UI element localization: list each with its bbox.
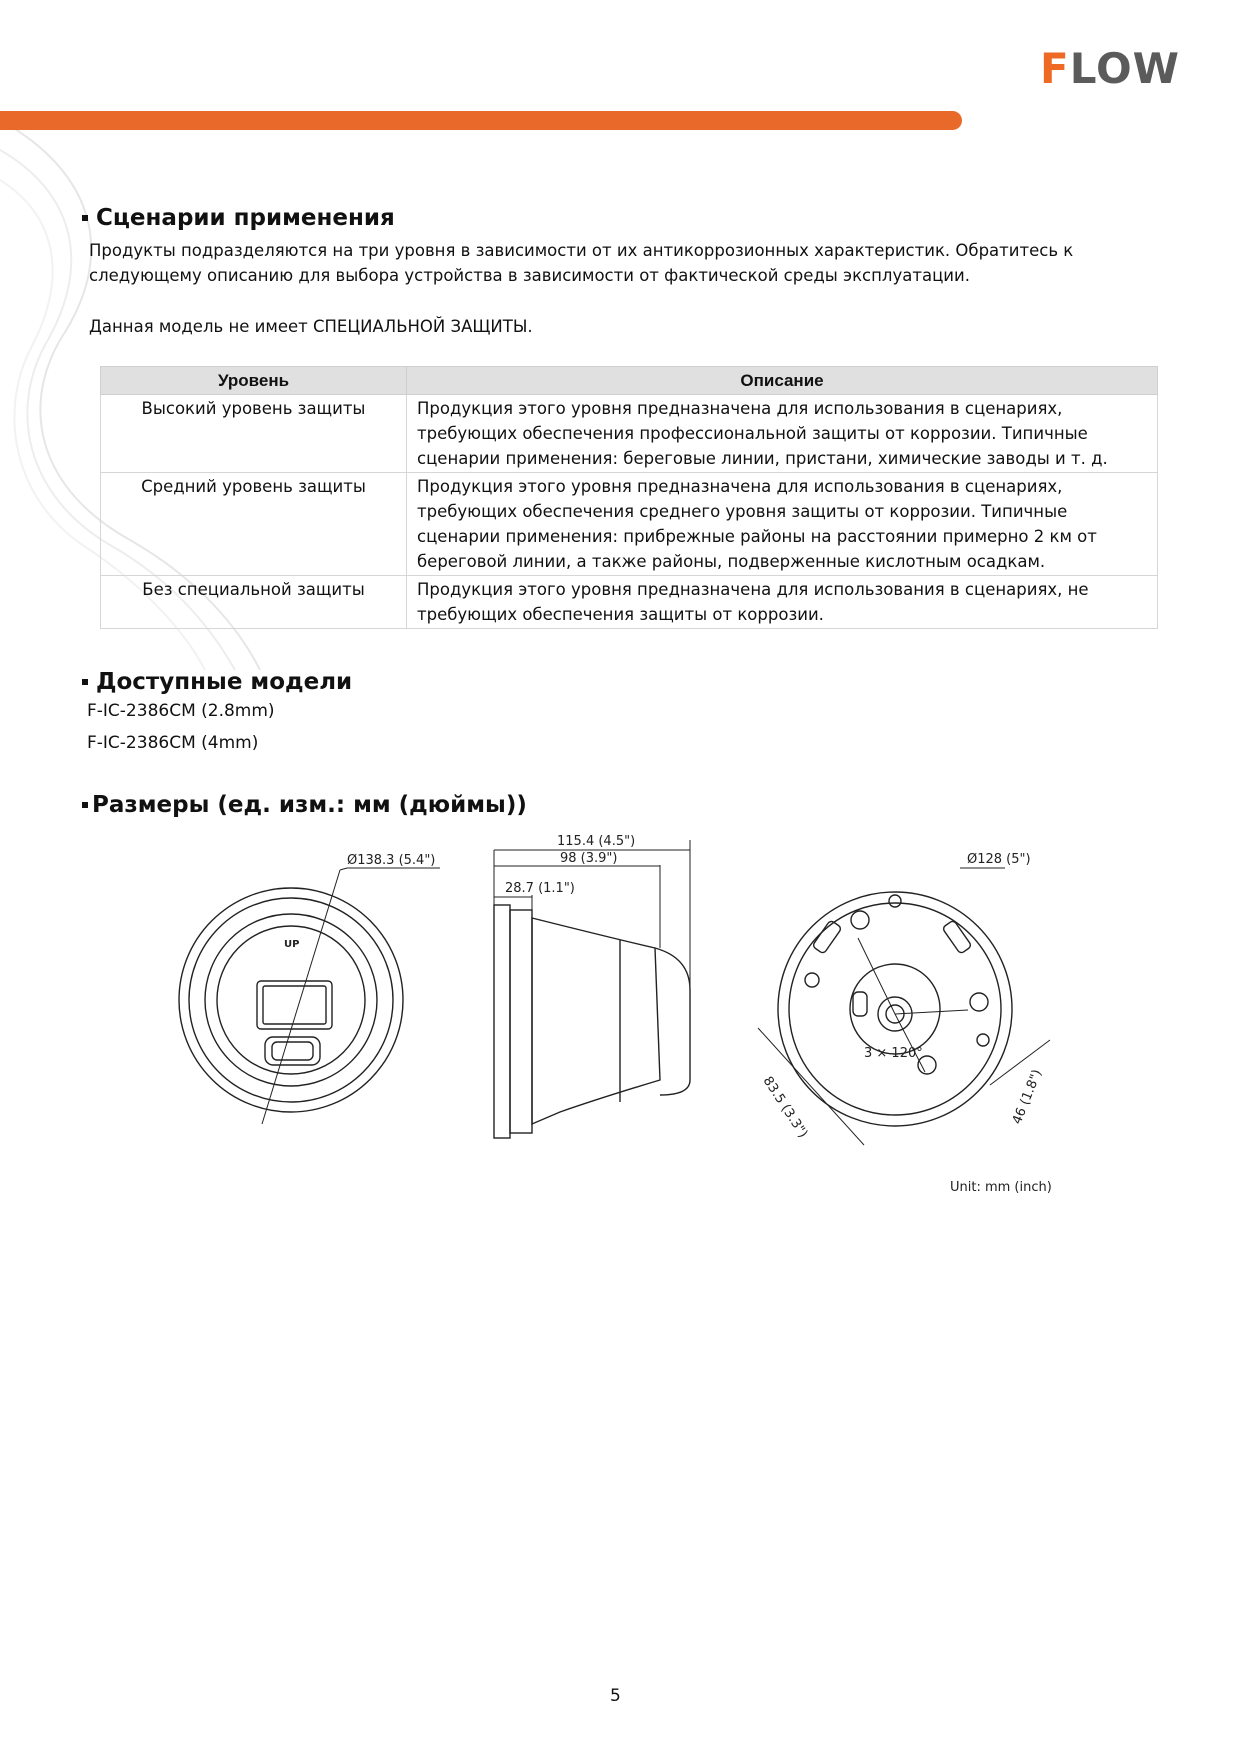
model-protection-note: Данная модель не имеет СПЕЦИАЛЬНОЙ ЗАЩИТЫ.	[89, 317, 533, 336]
column-header-description: Описание	[407, 367, 1158, 395]
section-title-scenarios: Сценарии применения	[82, 205, 395, 231]
section-title-dimensions: Размеры (ед. изм.: мм (дюймы))	[82, 792, 527, 818]
side-total-length-label: 115.4 (4.5")	[557, 834, 636, 849]
brand-logo: FLOW	[1040, 44, 1180, 93]
hole-spacing-a-label: 83.5 (3.3")	[759, 1074, 811, 1141]
column-header-level: Уровень	[101, 367, 407, 395]
unit-note: Unit: mm (inch)	[950, 1180, 1052, 1195]
table-header-row	[101, 367, 1158, 395]
base-diameter-label: Ø128 (5")	[967, 852, 1031, 867]
bullet-icon	[82, 215, 88, 221]
page-number: 5	[610, 1686, 621, 1706]
header-accent-bar	[0, 111, 962, 130]
hole-spacing-b-label: 46 (1.8")	[1009, 1067, 1046, 1127]
hole-angle-label: 3 × 120°	[864, 1046, 923, 1061]
bullet-icon	[82, 679, 88, 685]
level-cell: Высокий уровень защиты	[101, 395, 407, 473]
description-cell: Продукция этого уровня предназначена для использования в сценариях, требующих обеспечения среднего уровня защиты от коррозии. Типичные сценарии применения: прибрежные районы на расстоянии примерно 2 км от береговой линии, а также районы, подверженные кислотным осадкам.	[407, 473, 1158, 576]
scenarios-description: Продукты подразделяются на три уровня в зависимости от их антикоррозионных характеристик. Обратитесь к следующему описанию для выбора устройства в зависимости от фактической среды эксплуатации.	[89, 241, 1074, 285]
dimension-drawing	[160, 830, 1080, 1230]
bullet-icon	[82, 802, 88, 808]
side-front-depth-label: 28.7 (1.1")	[505, 881, 575, 896]
section-title-models: Доступные модели	[82, 669, 352, 695]
table-row	[101, 473, 1158, 576]
protection-levels-table	[100, 366, 1158, 629]
front-view-drawing	[179, 868, 440, 1124]
model-item: F-IC-2386CM (4mm)	[87, 733, 259, 753]
table-row	[101, 576, 1158, 629]
description-cell: Продукция этого уровня предназначена для использования в сценариях, требующих обеспечения профессиональной защиты от коррозии. Типичные сценарии применения: береговые линии, пристани, химические заводы и т. д.	[407, 395, 1158, 473]
table-row	[101, 395, 1158, 473]
base-view-drawing	[758, 868, 1050, 1145]
model-item: F-IC-2386CM (2.8mm)	[87, 701, 275, 721]
front-up-mark: UP	[284, 939, 300, 950]
description-cell: Продукция этого уровня предназначена для использования в сценариях, не требующих обеспечения защиты от коррозии.	[407, 576, 1158, 629]
side-body-length-label: 98 (3.9")	[560, 851, 618, 866]
level-cell: Средний уровень защиты	[101, 473, 407, 576]
level-cell: Без специальной защиты	[101, 576, 407, 629]
front-diameter-label: Ø138.3 (5.4")	[347, 853, 436, 868]
